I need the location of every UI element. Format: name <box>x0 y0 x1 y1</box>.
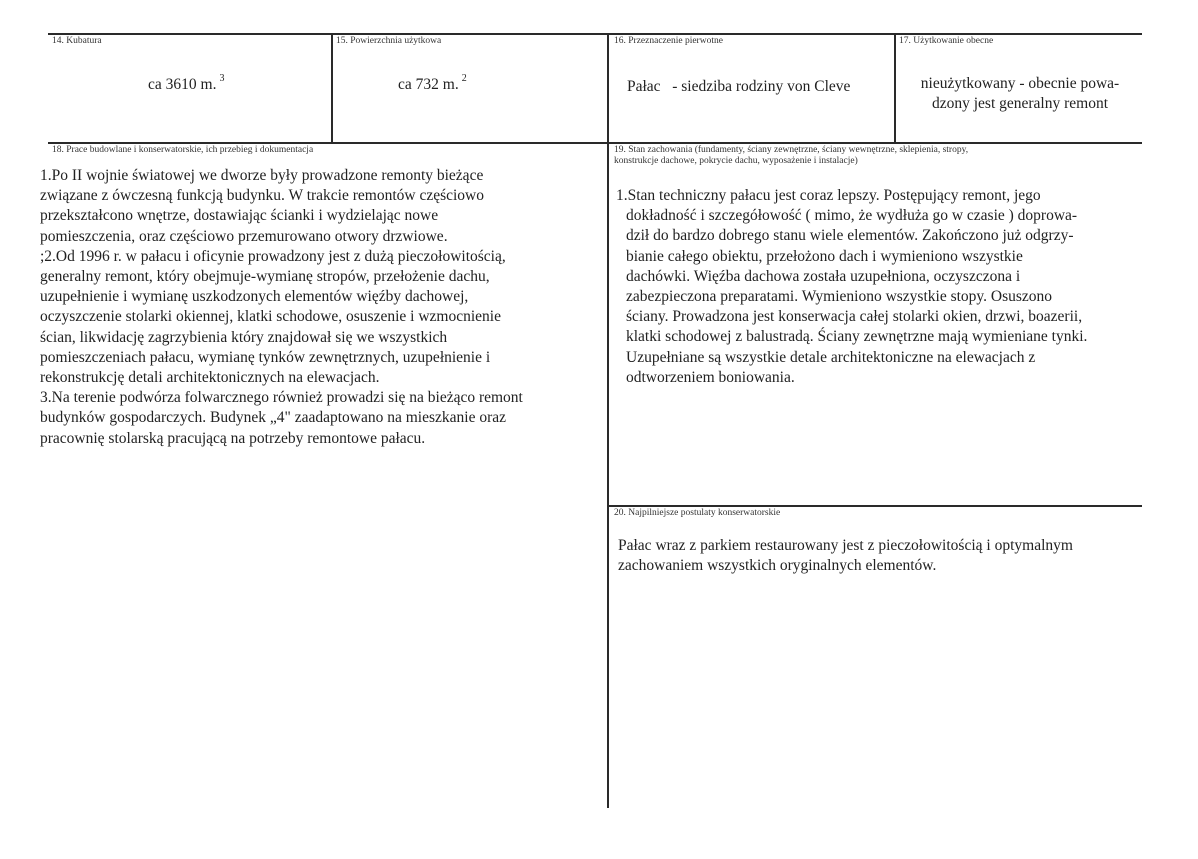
uzytkowanie-line-2: dzony jest generalny remont <box>931 95 1109 112</box>
kubatura-value <box>148 71 224 95</box>
prace-item-1 <box>40 166 600 247</box>
top-border <box>48 33 1142 35</box>
kubatura-label: 14. Kubatura <box>52 36 102 46</box>
stan-line: zabezpieczona preparatami. Wymieniono wszystkie stopy. Osuszono <box>626 288 1053 306</box>
prace-item-2-line: pomieszczeniach pałacu, wymianę tynków zewnętrznych, uzupełnienie i <box>40 348 491 366</box>
prace-item-2-line: generalny remont, który obejmuje-wymianę stropów, przełożenie dachu, <box>40 268 490 286</box>
stan-zachowania-text <box>616 186 1141 388</box>
prace-item-3-line: pracownię stolarską pracującą na potrzeby remontowe pałacu. <box>40 429 426 447</box>
uzytkowanie-label: 17. Użytkowanie obecne <box>899 36 994 46</box>
stan-line: odtworzeniem boniowania. <box>626 368 795 386</box>
stan-line: bianie całego obiektu, przełożono dach i wymieniono wszystkie <box>626 247 1023 265</box>
kubatura-unit-exponent: 3 <box>219 73 225 84</box>
prace-budowlane-text <box>40 166 600 449</box>
prace-item-3-line: 3.Na terenie podwórza folwarcznego również prowadzi się na bieżąco remont <box>40 389 523 407</box>
stan-line: Uzupełniane są wszystkie detale architektoniczne na elewacjach z <box>626 348 1036 366</box>
prace-item-2-line: ścian, likwidację zagrzybienia który znajdował się we wszystkich <box>40 328 448 346</box>
prace-item-1-line: pomieszczenia, oraz częściowo przemurowano otwory drzwiowe. <box>40 227 448 245</box>
prace-item-2-line: ;2.Od 1996 r. w pałacu i oficynie prowadzony jest z dużą pieczołowitością, <box>40 247 506 265</box>
prace-item-2-line: rekonstrukcję detali architektonicznych na elewacjach. <box>40 369 380 387</box>
prace-item-2 <box>40 247 600 388</box>
prace-item-1-line: 1.Po II wojnie światowej we dworze były prowadzone remonty bieżące <box>40 167 484 184</box>
stan-line: 1.Stan techniczny pałacu jest coraz lepszy. Postępujący remont, jego <box>616 187 1041 204</box>
uzytkowanie-value <box>898 74 1142 114</box>
prace-item-3-line: budynków gospodarczych. Budynek „4" zaadaptowano na mieszkanie oraz <box>40 409 506 427</box>
prace-item-1-line: przekształcono wnętrze, dostawiając ścianki i wydzielając nowe <box>40 207 439 225</box>
przeznaczenie-value: Pałac - siedziba rodziny von Cleve <box>627 78 851 95</box>
uzytkowanie-line-1: nieużytkowany - obecnie powa- <box>920 75 1120 92</box>
stan-line: klatki schodowej z balustradą. Ściany zewnętrzne mają wymieniane tynki. <box>626 328 1088 346</box>
stan-zachowania-label-line-1: 19. Stan zachowania (fundamenty, ściany zewnętrzne, ściany wewnętrzne, sklepienia, stropy, <box>614 145 969 155</box>
stan-line: dził do bardzo dobrego stanu wiele elementów. Zakończono już odgrzy- <box>626 227 1074 245</box>
stan-line: ściany. Prowadzona jest konserwacja całej stolarki okien, drzwi, boazerii, <box>626 308 1083 326</box>
column-divider-1 <box>331 33 333 143</box>
row-divider <box>48 142 1142 144</box>
column-divider-2 <box>607 33 609 808</box>
prace-budowlane-label: 18. Prace budowlane i konserwatorskie, ich przebieg i dokumentacja <box>52 145 314 155</box>
powierzchnia-value <box>398 71 467 95</box>
przeznaczenie-label: 16. Przeznaczenie pierwotne <box>614 36 723 46</box>
prace-item-2-line: oczyszczenie stolarki okiennej, klatki schodowe, osuszenie i wzmocnienie <box>40 308 501 326</box>
postulaty-text <box>618 536 1138 576</box>
stan-line: dachówki. Więźba dachowa została uzupełniona, oczyszczona i <box>626 267 1021 285</box>
section-20-divider <box>607 505 1142 507</box>
stan-line: dokładność i szczegółowość ( mimo, że wydłuża go w czasie ) doprowa- <box>626 207 1078 225</box>
powierzchnia-number: ca 732 m. <box>398 76 459 94</box>
powierzchnia-label: 15. Powierzchnia użytkowa <box>336 36 442 46</box>
powierzchnia-unit-exponent: 2 <box>461 73 467 84</box>
column-divider-3 <box>894 33 896 143</box>
postulaty-label: 20. Najpilniejsze postulaty konserwatorskie <box>614 508 781 518</box>
stan-zachowania-label-line-2: konstrukcje dachowe, pokrycie dachu, wyposażenie i instalacje) <box>614 156 858 166</box>
prace-item-1-line: związane z ówczesną funkcją budynku. W trakcie remontów częściowo <box>40 187 485 205</box>
postulaty-line: Pałac wraz z parkiem restaurowany jest z pieczołowitością i optymalnym <box>618 537 1073 554</box>
prace-item-2-line: uzupełnienie i wymianę uszkodzonych elementów więźby dachowej, <box>40 288 469 306</box>
prace-item-3 <box>40 388 600 449</box>
kubatura-number: ca 3610 m. <box>148 76 217 94</box>
postulaty-line: zachowaniem wszystkich oryginalnych elementów. <box>618 557 937 575</box>
stan-zachowania-label <box>614 145 968 167</box>
